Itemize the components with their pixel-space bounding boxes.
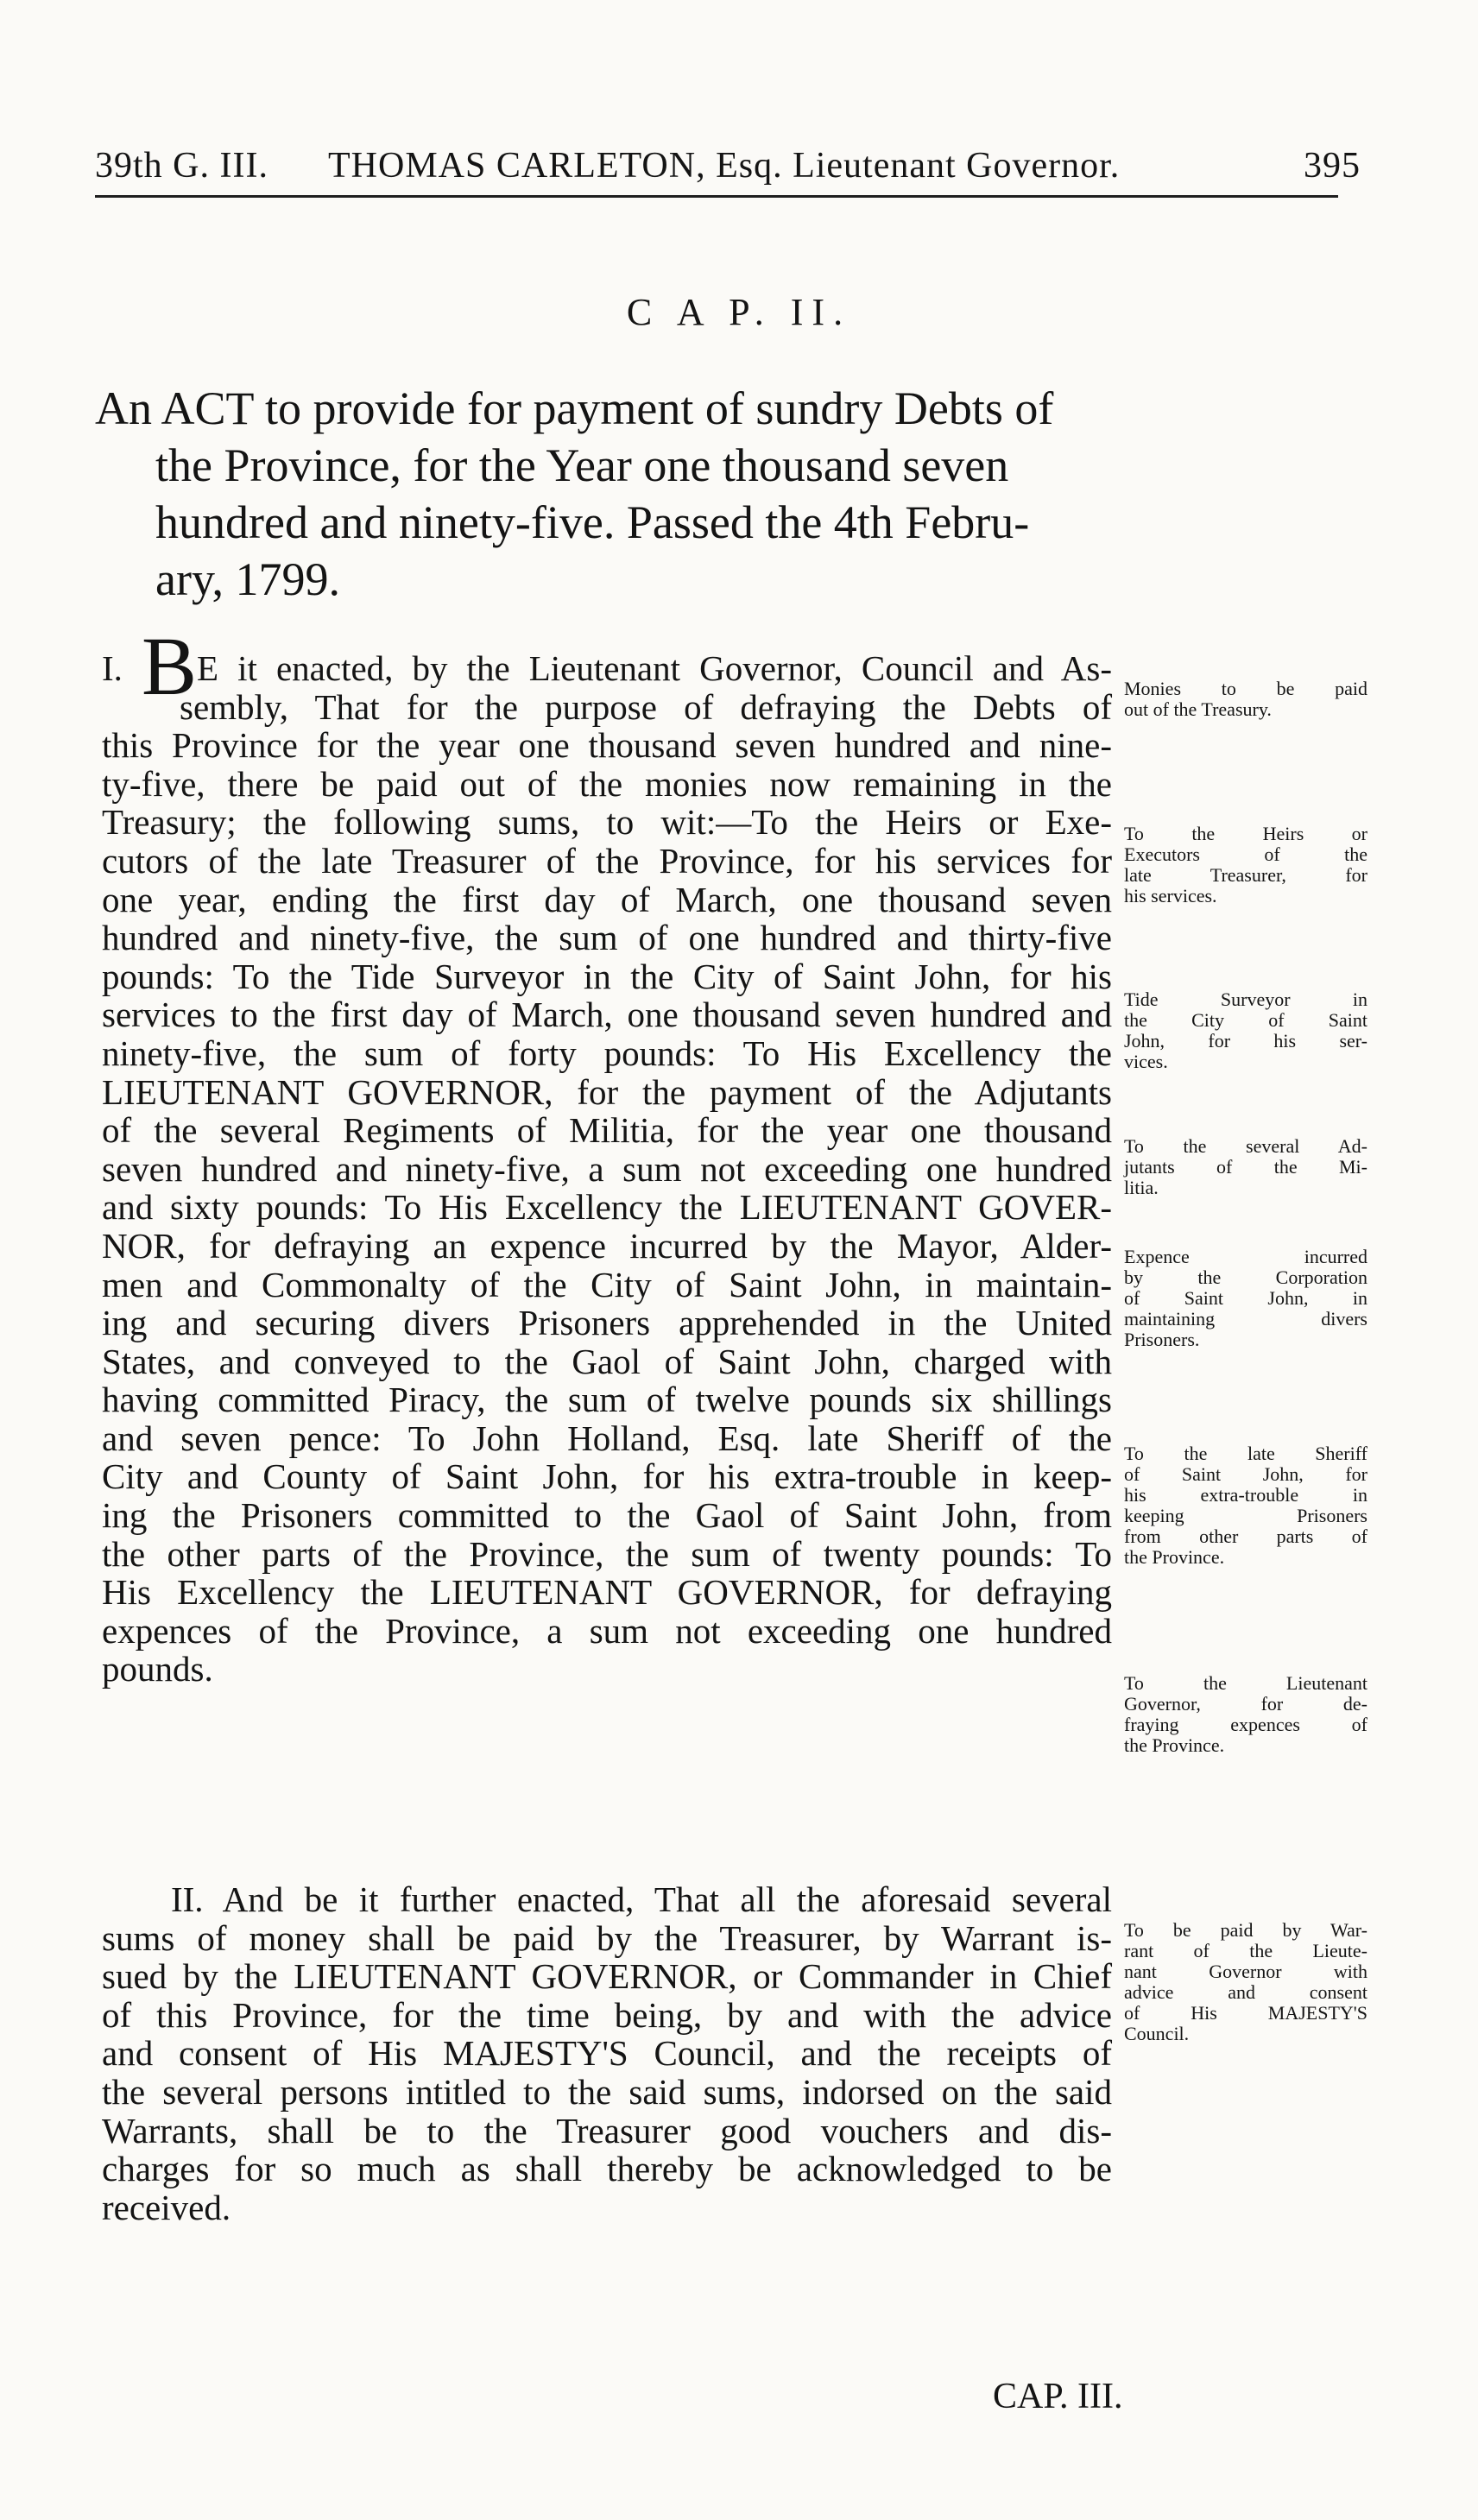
act-title — [95, 380, 1114, 608]
act-title-line: ary, 1799. — [155, 553, 340, 605]
body-line: one year, ending the first day of March, one thousand seven — [102, 879, 1112, 919]
sidenote-line: the Province. — [1124, 1546, 1225, 1568]
body-line: Warrants, shall be to the Treasurer good vouchers and dis- — [102, 2110, 1112, 2151]
header-regnal-year: 39th G. III. — [95, 146, 268, 186]
sidenote-line: the Province. — [1124, 1734, 1225, 1756]
body-line: NOR, for defraying an expence incurred by the Mayor, Alder- — [102, 1225, 1112, 1266]
sidenote-line: To the Heirs or — [1124, 823, 1367, 844]
sidenote-sheriff — [1124, 1443, 1367, 1568]
catchword: CAP. III. — [993, 2377, 1123, 2416]
drop-cap: B — [141, 620, 198, 712]
body-line: and seven pence: To John Holland, Esq. late Sheriff of the — [102, 1418, 1112, 1458]
sidenote-line: his services. — [1124, 885, 1217, 906]
sidenote-monies — [1124, 679, 1367, 720]
sidenote-line: nant Governor with — [1124, 1961, 1367, 1982]
sidenote-line: To the Lieutenant — [1124, 1672, 1367, 1694]
act-title-line: hundred and ninety-five. Passed the 4th Febru- — [155, 496, 1030, 548]
sidenote-line: rant of the Lieute- — [1124, 1940, 1367, 1961]
section-2 — [102, 1880, 1112, 2226]
body-line: expences of the Province, a sum not exceeding one hundred — [102, 1610, 1112, 1651]
section-number: I. — [102, 648, 123, 688]
body-line: of the several Regiments of Militia, for the year one thousand — [102, 1110, 1112, 1151]
body-line: sued by the LIEUTENANT GOVERNOR, or Commander in Chief — [102, 1956, 1112, 1997]
sidenote-line: Executors of the — [1124, 843, 1367, 865]
body-line: II. And be it further enacted, That all the aforesaid several — [171, 1879, 1112, 1919]
sidenote-line: fraying expences of — [1124, 1714, 1367, 1735]
header-rule — [95, 195, 1338, 198]
body-line: the several persons intitled to the said sums, indorsed on the said — [102, 2071, 1112, 2112]
sidenote-line: Council. — [1124, 2023, 1190, 2044]
body-line: charges for so much as shall thereby be acknowledged to be — [102, 2149, 1112, 2189]
body-line: Treasury; the following sums, to wit:—To the Heirs or Exe- — [102, 802, 1112, 843]
body-line: sums of money shall be paid by the Treasurer, by Warrant is- — [102, 1917, 1112, 1958]
body-line: hundred and ninety-five, the sum of one hundred and thirty-five — [102, 918, 1112, 958]
body-line: ing the Prisoners committed to the Gaol of Saint John, from — [102, 1495, 1112, 1536]
sidenote-line: Expence incurred — [1124, 1246, 1367, 1267]
body-line: City and County of Saint John, for his extra-trouble in keep- — [102, 1456, 1112, 1497]
sidenote-line: litia. — [1124, 1177, 1159, 1198]
body-line: ing and securing divers Prisoners apprehended in the United — [102, 1303, 1112, 1343]
sidenote-adjutants — [1124, 1136, 1367, 1198]
sidenote-line: To the late Sheriff — [1124, 1443, 1367, 1464]
body-line: cutors of the late Treasurer of the Province, for his services for — [102, 840, 1112, 881]
sidenote-warrant — [1124, 1920, 1367, 2044]
body-line: received. — [102, 2187, 231, 2227]
act-title-line: the Province, for the Year one thousand seven — [155, 439, 1009, 491]
body-line: services to the first day of March, one thousand seven hundred and — [102, 995, 1112, 1035]
sidenote-line: of His MAJESTY'S — [1124, 2002, 1367, 2024]
sidenote-corporation — [1124, 1247, 1367, 1350]
section-1 — [102, 620, 1112, 1689]
sidenote-line: To the several Ad- — [1124, 1135, 1367, 1157]
body-line: States, and conveyed to the Gaol of Saint John, charged with — [102, 1341, 1112, 1381]
sidenote-line: Monies to be paid — [1124, 678, 1367, 699]
sidenote-tide-surveyor — [1124, 989, 1367, 1072]
sidenote-line: Tide Surveyor in — [1124, 988, 1367, 1010]
sidenote-line: To be paid by War- — [1124, 1919, 1367, 1941]
sidenote-line: from other parts of — [1124, 1525, 1367, 1547]
body-line: seven hundred and ninety-five, a sum not exceeding one hundred — [102, 1148, 1112, 1189]
body-line: men and Commonalty of the City of Saint John, in maintain- — [102, 1264, 1112, 1304]
sidenote-line: the City of Saint — [1124, 1009, 1367, 1031]
sidenote-line: Prisoners. — [1124, 1329, 1200, 1350]
sidenote-line: Governor, for de- — [1124, 1693, 1367, 1715]
page-number: 395 — [1304, 146, 1361, 186]
body-line: E it enacted, by the Lieutenant Governor, Council and As- — [197, 648, 1112, 688]
body-line: sembly, That for the purpose of defraying the Debts of — [180, 686, 1112, 727]
sidenote-line: late Treasurer, for — [1124, 864, 1367, 886]
sidenote-line: jutants of the Mi- — [1124, 1156, 1367, 1178]
sidenote-line: his extra-trouble in — [1124, 1484, 1367, 1506]
body-line: and consent of His MAJESTY'S Council, and the receipts of — [102, 2033, 1112, 2074]
sidenote-line: vices. — [1124, 1051, 1168, 1072]
body-line: of this Province, for the time being, by and with the advice — [102, 1994, 1112, 2035]
sidenote-line: of Saint John, for — [1124, 1463, 1367, 1485]
body-line: having committed Piracy, the sum of twelve pounds six shillings — [102, 1380, 1112, 1420]
sidenote-heirs — [1124, 824, 1367, 906]
body-line: pounds. — [102, 1649, 213, 1689]
body-line: pounds: To the Tide Surveyor in the City of Saint John, for his — [102, 956, 1112, 996]
sidenote-line: John, for his ser- — [1124, 1030, 1367, 1052]
body-line: His Excellency the LIEUTENANT GOVERNOR, for defraying — [102, 1572, 1112, 1613]
sidenote-lieutenant-governor — [1124, 1673, 1367, 1756]
sidenote-line: advice and consent — [1124, 1981, 1367, 2003]
body-line: this Province for the year one thousand seven hundred and nine- — [102, 725, 1112, 766]
sidenote-line: out of the Treasury. — [1124, 698, 1272, 720]
body-line: ty-five, there be paid out of the monies now remaining in the — [102, 763, 1112, 804]
sidenote-line: maintaining divers — [1124, 1308, 1367, 1329]
body-line: ninety-five, the sum of forty pounds: To His Excellency the — [102, 1033, 1112, 1073]
body-line: and sixty pounds: To His Excellency the LIEUTENANT GOVER- — [102, 1187, 1112, 1228]
chapter-title: C A P. II. — [626, 291, 852, 333]
header-title: THOMAS CARLETON, Esq. Lieutenant Governor. — [328, 146, 1121, 186]
sidenote-line: by the Corporation — [1124, 1266, 1367, 1288]
sidenote-line: of Saint John, in — [1124, 1287, 1367, 1309]
body-line: LIEUTENANT GOVERNOR, for the payment of the Adjutants — [102, 1071, 1112, 1112]
sidenote-line: keeping Prisoners — [1124, 1505, 1367, 1526]
body-line: the other parts of the Province, the sum of twenty pounds: To — [102, 1533, 1112, 1574]
act-title-line: An ACT to provide for payment of sundry Debts of — [95, 382, 1054, 434]
